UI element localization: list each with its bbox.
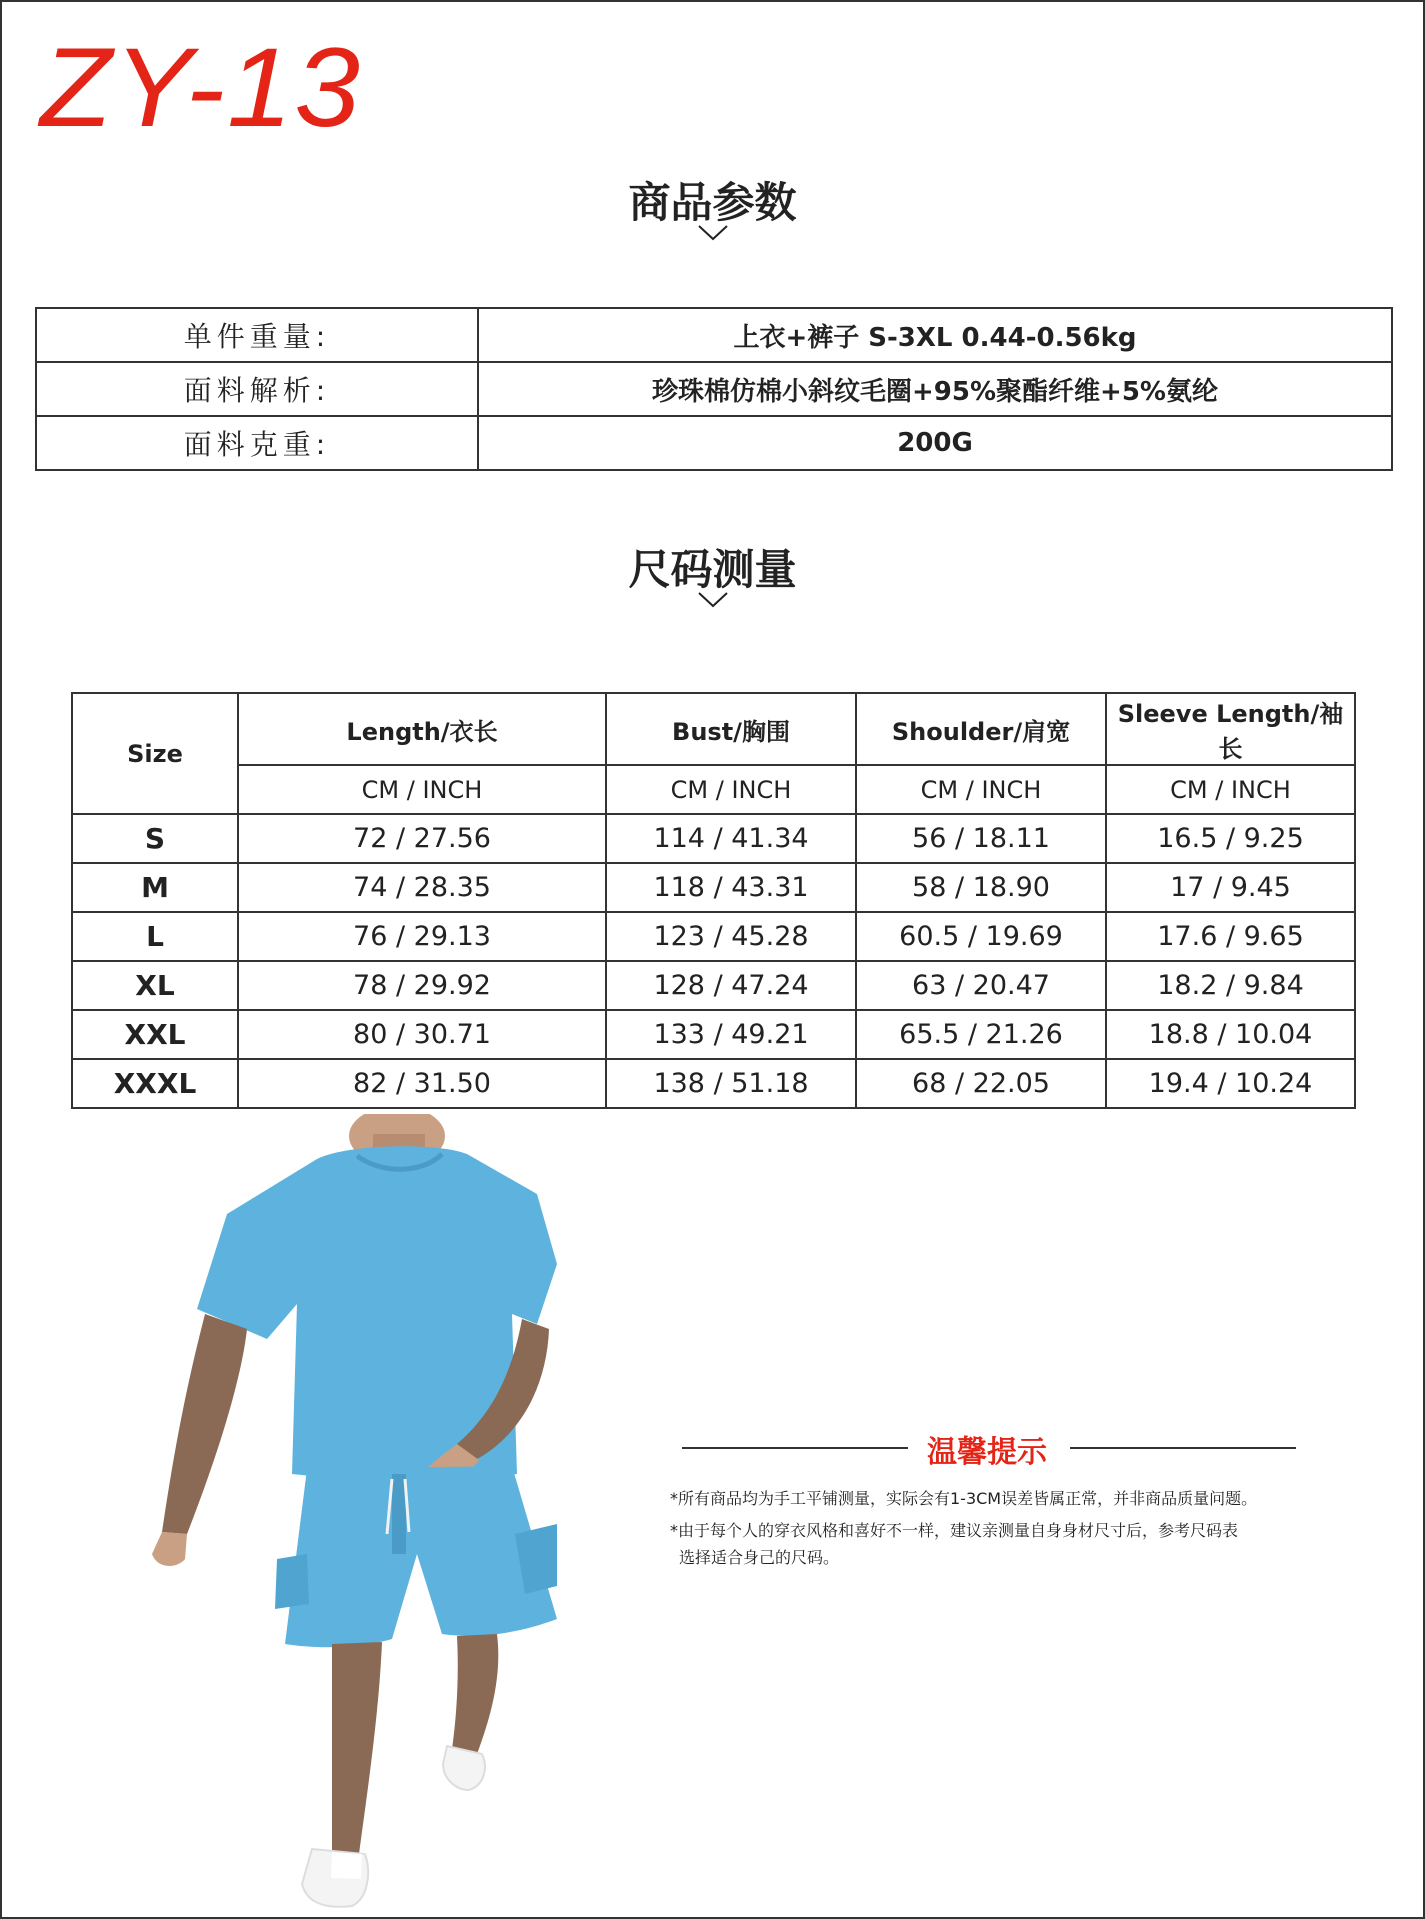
value-cell: 82 / 31.50 bbox=[238, 1059, 606, 1108]
unit-label: CM / INCH bbox=[1106, 765, 1355, 814]
value-cell: 65.5 / 21.26 bbox=[856, 1010, 1106, 1059]
value-cell: 18.8 / 10.04 bbox=[1106, 1010, 1355, 1059]
table-row bbox=[36, 308, 1392, 362]
table-row bbox=[72, 863, 1355, 912]
tip-text: *所有商品均为手工平铺测量，实际会有1-3CM误差皆属正常，并非商品质量问题。 bbox=[670, 1489, 1258, 1508]
chevron-down-icon bbox=[698, 225, 728, 241]
params-section-title: 商品参数 bbox=[628, 178, 797, 227]
size-cell: M bbox=[72, 863, 238, 912]
column-header: Bust/胸围 bbox=[606, 693, 856, 765]
column-header: Shoulder/肩宽 bbox=[856, 693, 1106, 765]
size-table bbox=[71, 692, 1356, 1109]
table-row bbox=[72, 912, 1355, 961]
table-row bbox=[72, 1059, 1355, 1108]
model-photo bbox=[117, 1114, 557, 1914]
param-value: 珍珠棉仿棉小斜纹毛圈+95%聚酯纤维+5%氨纶 bbox=[478, 362, 1392, 416]
unit-label: CM / INCH bbox=[606, 765, 856, 814]
params-table bbox=[35, 307, 1393, 471]
size-cell: L bbox=[72, 912, 238, 961]
divider bbox=[682, 1447, 908, 1449]
value-cell: 138 / 51.18 bbox=[606, 1059, 856, 1108]
size-cell: XL bbox=[72, 961, 238, 1010]
value-cell: 123 / 45.28 bbox=[606, 912, 856, 961]
value-cell: 18.2 / 9.84 bbox=[1106, 961, 1355, 1010]
param-value: 上衣+裤子 S-3XL 0.44-0.56kg bbox=[478, 308, 1392, 362]
value-cell: 17.6 / 9.65 bbox=[1106, 912, 1355, 961]
value-cell: 78 / 29.92 bbox=[238, 961, 606, 1010]
value-cell: 16.5 / 9.25 bbox=[1106, 814, 1355, 863]
size-cell: S bbox=[72, 814, 238, 863]
table-row bbox=[72, 1010, 1355, 1059]
table-header-row bbox=[72, 693, 1355, 765]
value-cell: 80 / 30.71 bbox=[238, 1010, 606, 1059]
value-cell: 63 / 20.47 bbox=[856, 961, 1106, 1010]
table-row bbox=[36, 416, 1392, 470]
chevron-down-icon bbox=[698, 592, 728, 608]
param-label: 单件重量: bbox=[36, 308, 478, 362]
value-cell: 60.5 / 19.69 bbox=[856, 912, 1106, 961]
value-cell: 58 / 18.90 bbox=[856, 863, 1106, 912]
value-cell: 17 / 9.45 bbox=[1106, 863, 1355, 912]
value-cell: 74 / 28.35 bbox=[238, 863, 606, 912]
value-cell: 114 / 41.34 bbox=[606, 814, 856, 863]
column-header: Length/衣长 bbox=[238, 693, 606, 765]
tips-title: 温馨提示 bbox=[927, 1435, 1047, 1470]
size-cell: XXL bbox=[72, 1010, 238, 1059]
unit-label: CM / INCH bbox=[856, 765, 1106, 814]
tip-text: *由于每个人的穿衣风格和喜好不一样，建议亲测量自身身材尺寸后，参考尺码表 bbox=[670, 1521, 1239, 1540]
value-cell: 76 / 29.13 bbox=[238, 912, 606, 961]
value-cell: 118 / 43.31 bbox=[606, 863, 856, 912]
model-code: ZY-13 bbox=[40, 25, 363, 150]
divider bbox=[1070, 1447, 1296, 1449]
value-cell: 56 / 18.11 bbox=[856, 814, 1106, 863]
table-row bbox=[72, 961, 1355, 1010]
param-label: 面料克重: bbox=[36, 416, 478, 470]
param-value: 200G bbox=[478, 416, 1392, 470]
size-cell: XXXL bbox=[72, 1059, 238, 1108]
unit-label: CM / INCH bbox=[238, 765, 606, 814]
size-header: Size bbox=[72, 693, 238, 814]
value-cell: 19.4 / 10.24 bbox=[1106, 1059, 1355, 1108]
size-section-title: 尺码测量 bbox=[628, 545, 797, 594]
column-header: Sleeve Length/袖长 bbox=[1106, 693, 1355, 765]
table-row bbox=[72, 814, 1355, 863]
value-cell: 68 / 22.05 bbox=[856, 1059, 1106, 1108]
tip-text: 选择适合身己的尺码。 bbox=[679, 1548, 840, 1567]
value-cell: 72 / 27.56 bbox=[238, 814, 606, 863]
value-cell: 133 / 49.21 bbox=[606, 1010, 856, 1059]
param-label: 面料解析: bbox=[36, 362, 478, 416]
value-cell: 128 / 47.24 bbox=[606, 961, 856, 1010]
table-unit-row bbox=[72, 765, 1355, 814]
table-row bbox=[36, 362, 1392, 416]
